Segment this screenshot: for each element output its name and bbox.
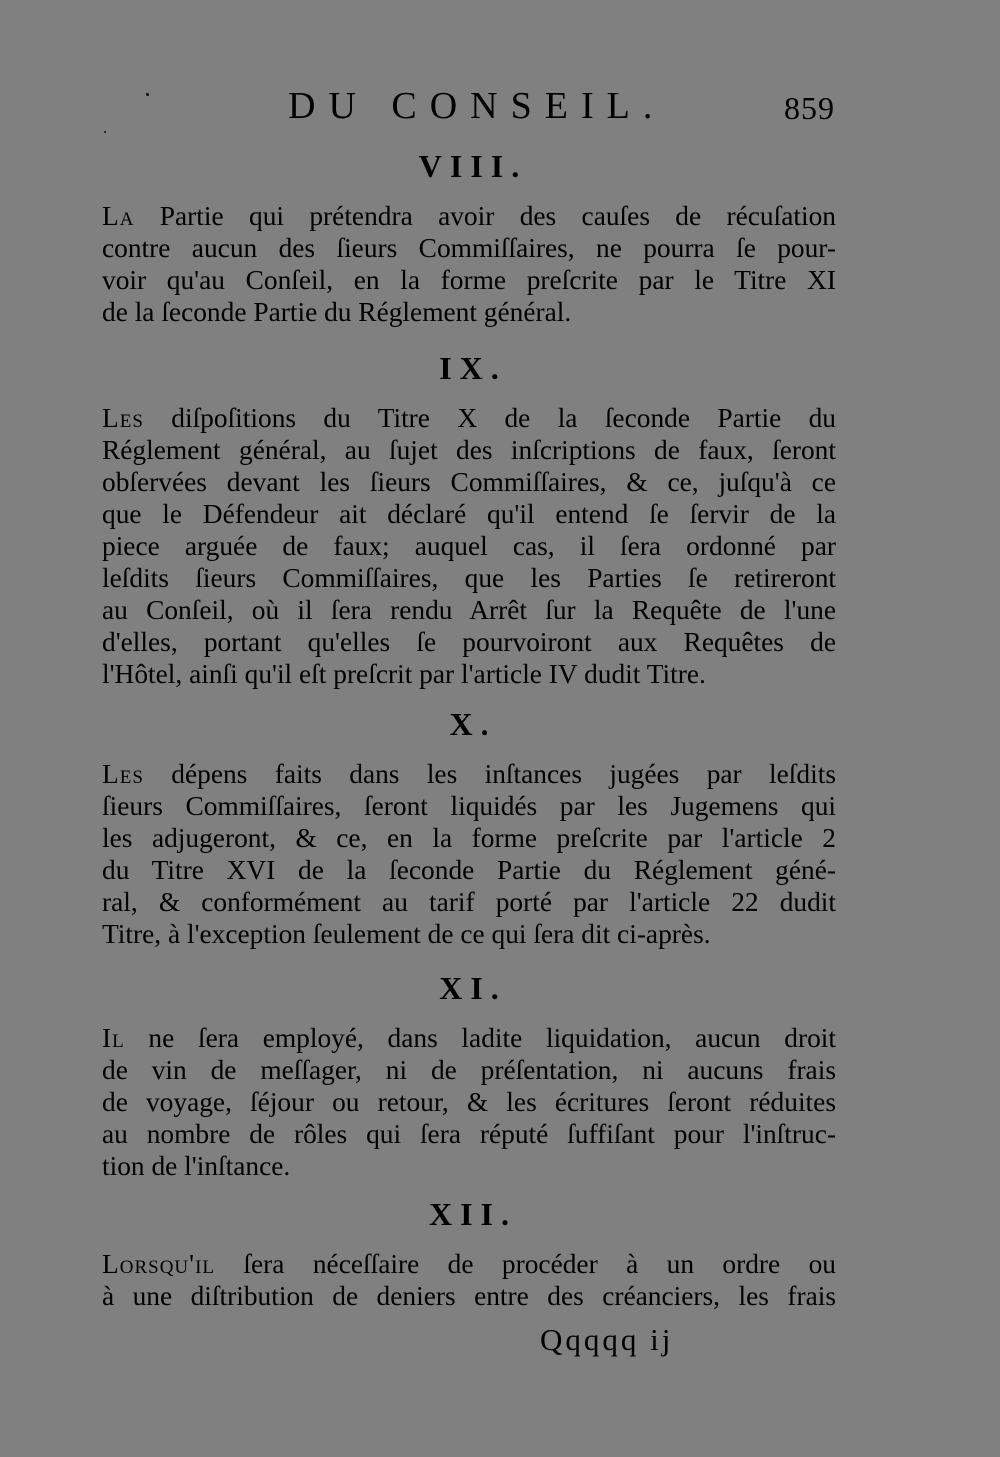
paragraph-line: Lorsqu'il ſera néceſſaire de procéder à un ordre ou <box>102 1249 836 1279</box>
article-heading: XII. <box>428 1196 517 1232</box>
paragraph-line: du Titre XVI de la ſeconde Partie du Réglement géné- <box>102 855 836 885</box>
paragraph-line: au nombre de rôles qui ſera réputé ſuffiſant pour l'inſtruc- <box>102 1119 836 1149</box>
article-paragraph <box>102 1022 836 1182</box>
print-speck <box>146 93 149 96</box>
article-heading: VIII. <box>418 148 528 184</box>
paragraph-line: piece arguée de faux; auquel cas, il ſera ordonné par <box>102 531 836 561</box>
lead-word: La <box>102 201 135 231</box>
paragraph-line: à une diſtribution de deniers entre des créanciers, les frais <box>102 1281 836 1311</box>
signature-catchword: Qqqqq ij <box>540 1322 674 1357</box>
article-9 <box>102 348 836 690</box>
page-number: 859 <box>784 90 835 126</box>
lead-word: Les <box>102 759 144 789</box>
paragraph-line: leſdits ſieurs Commiſſaires, que les Parties ſe retireront <box>102 563 836 593</box>
article-paragraph <box>102 200 836 328</box>
running-head <box>0 82 1000 132</box>
paragraph-line: voir qu'au Conſeil, en la forme preſcrite par le Titre XI <box>102 265 836 295</box>
paragraph-line: obſervées devant les ſieurs Commiſſaires, & ce, juſqu'à ce <box>102 467 836 497</box>
lead-word: Les <box>102 403 144 433</box>
paragraph-line: contre aucun des ſieurs Commiſſaires, ne pourra ſe pour- <box>102 233 836 263</box>
article-heading: XI. <box>439 970 507 1006</box>
lead-word: Lorsqu'il <box>102 1249 216 1279</box>
print-speck <box>104 131 106 133</box>
paragraph-line: de la ſeconde Partie du Réglement général. <box>102 297 572 327</box>
paragraph-line: Il ne ſera employé, dans ladite liquidation, aucun droit <box>102 1023 836 1053</box>
paragraph-line: Titre, à l'exception ſeulement de ce qui ſera dit ci-après. <box>102 919 711 949</box>
paragraph-line: Les diſpoſitions du Titre X de la ſeconde Partie du <box>102 403 836 433</box>
article-paragraph <box>102 402 836 690</box>
article-8 <box>102 146 836 328</box>
paragraph-line: que le Défendeur ait déclaré qu'il entend ſe ſervir de la <box>102 499 836 529</box>
lead-word: Il <box>102 1023 125 1053</box>
article-12 <box>102 1194 836 1312</box>
paragraph-line: ral, & conformément au tarif porté par l'article 22 dudit <box>102 887 836 917</box>
paragraph-line: les adjugeront, & ce, en la forme preſcrite par l'article 2 <box>102 823 836 853</box>
paragraph-line: tion de l'inſtance. <box>102 1151 291 1181</box>
article-paragraph <box>102 1248 836 1312</box>
article-paragraph <box>102 758 836 950</box>
article-11 <box>102 968 836 1182</box>
running-title: DU CONSEIL. <box>288 85 666 127</box>
paragraph-line: au Conſeil, où il ſera rendu Arrêt ſur la Requête de l'une <box>102 595 836 625</box>
paragraph-line: d'elles, portant qu'elles ſe pourvoiront aux Requêtes de <box>102 627 836 657</box>
article-10 <box>102 704 836 950</box>
paragraph-line: La Partie qui prétendra avoir des cauſes de récuſation <box>102 201 836 231</box>
paragraph-line: Réglement général, au ſujet des inſcriptions de faux, ſeront <box>102 435 836 465</box>
article-heading: IX. <box>439 350 507 386</box>
paragraph-line: Les dépens faits dans les inſtances jugées par leſdits <box>102 759 836 789</box>
paragraph-line: ſieurs Commiſſaires, ſeront liquidés par les Jugemens qui <box>102 791 836 821</box>
paragraph-line: de voyage, ſéjour ou retour, & les écritures ſeront réduites <box>102 1087 836 1117</box>
article-heading: X. <box>449 706 497 742</box>
paragraph-line: de vin de meſſager, ni de préſentation, ni aucuns frais <box>102 1055 836 1085</box>
paragraph-line: l'Hôtel, ainſi qu'il eſt preſcrit par l'article IV dudit Titre. <box>102 659 706 689</box>
